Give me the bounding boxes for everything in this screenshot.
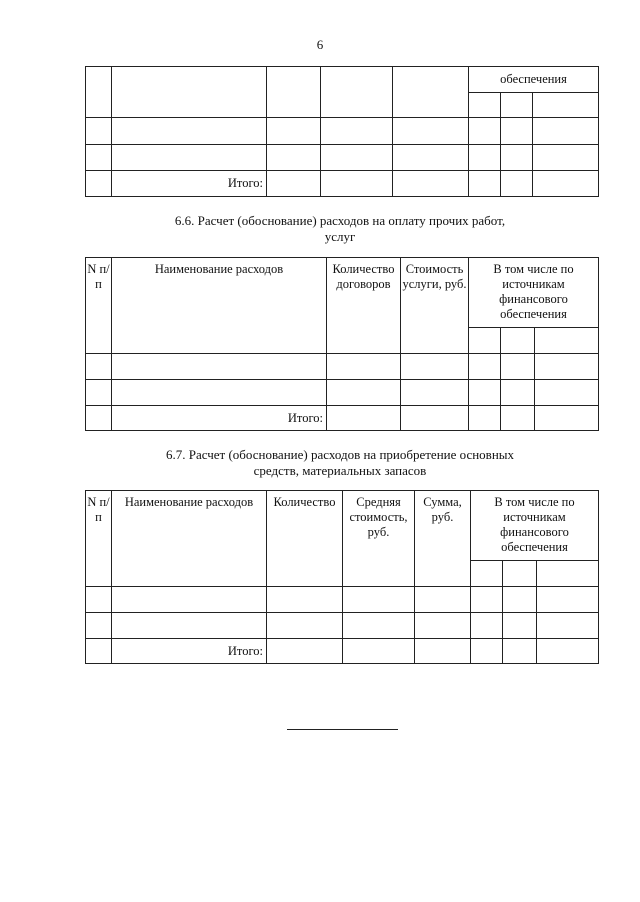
table-continuation [85, 66, 599, 197]
cell [267, 67, 321, 118]
end-separator-line [287, 729, 398, 730]
cell [471, 561, 503, 587]
cell [501, 93, 533, 118]
cell [112, 67, 267, 118]
table-row [86, 587, 599, 613]
page-number: 6 [316, 37, 324, 52]
cell [321, 67, 393, 118]
col-num-header: N п/п [86, 491, 112, 587]
cell [469, 93, 501, 118]
total-row [86, 639, 599, 664]
col-sources-header: В том числе по источникам финансового обеспечения [469, 258, 599, 328]
col-quantity-header: Количество [267, 491, 343, 587]
section-6-7-title-line1: 6.7. Расчет (обоснование) расходов на приобретение основных [165, 447, 515, 462]
cell [537, 561, 599, 587]
col-sum-header: Сумма, руб. [415, 491, 471, 587]
total-row [86, 171, 599, 197]
table-row [86, 613, 599, 639]
table-row [86, 145, 599, 171]
cell [503, 561, 537, 587]
col-cost-header: Стоимость услуги, руб. [401, 258, 469, 354]
col-avg-cost-header: Средняя стоимость, руб. [343, 491, 415, 587]
total-label: Итого: [112, 171, 267, 197]
cell [501, 328, 535, 354]
col-sources-header: В том числе по источникам финансового обеспечения [471, 491, 599, 561]
cell [535, 328, 599, 354]
cell [393, 67, 469, 118]
section-6-7-title [120, 447, 560, 479]
table-6-7 [85, 490, 599, 664]
cell [533, 93, 599, 118]
col-num-header: N п/п [86, 258, 112, 354]
total-label: Итого: [112, 406, 327, 431]
cell [469, 328, 501, 354]
table-row [86, 380, 599, 406]
col-name-header: Наименование расходов [112, 258, 327, 354]
section-6-7-title-line2: средств, материальных запасов [253, 463, 427, 478]
table-row [86, 118, 599, 145]
section-6-6-title [120, 213, 560, 245]
cell [86, 67, 112, 118]
col-name-header: Наименование расходов [112, 491, 267, 587]
total-row [86, 406, 599, 431]
section-6-6-title-line2: услуг [324, 229, 356, 244]
col-contracts-header: Количество договоров [327, 258, 401, 354]
section-6-6-title-line1: 6.6. Расчет (обоснование) расходов на оплату прочих работ, [174, 213, 506, 228]
header-sources-fragment: обеспечения [469, 67, 599, 93]
table-6-6 [85, 257, 599, 431]
table-row [86, 354, 599, 380]
total-label: Итого: [112, 639, 267, 664]
